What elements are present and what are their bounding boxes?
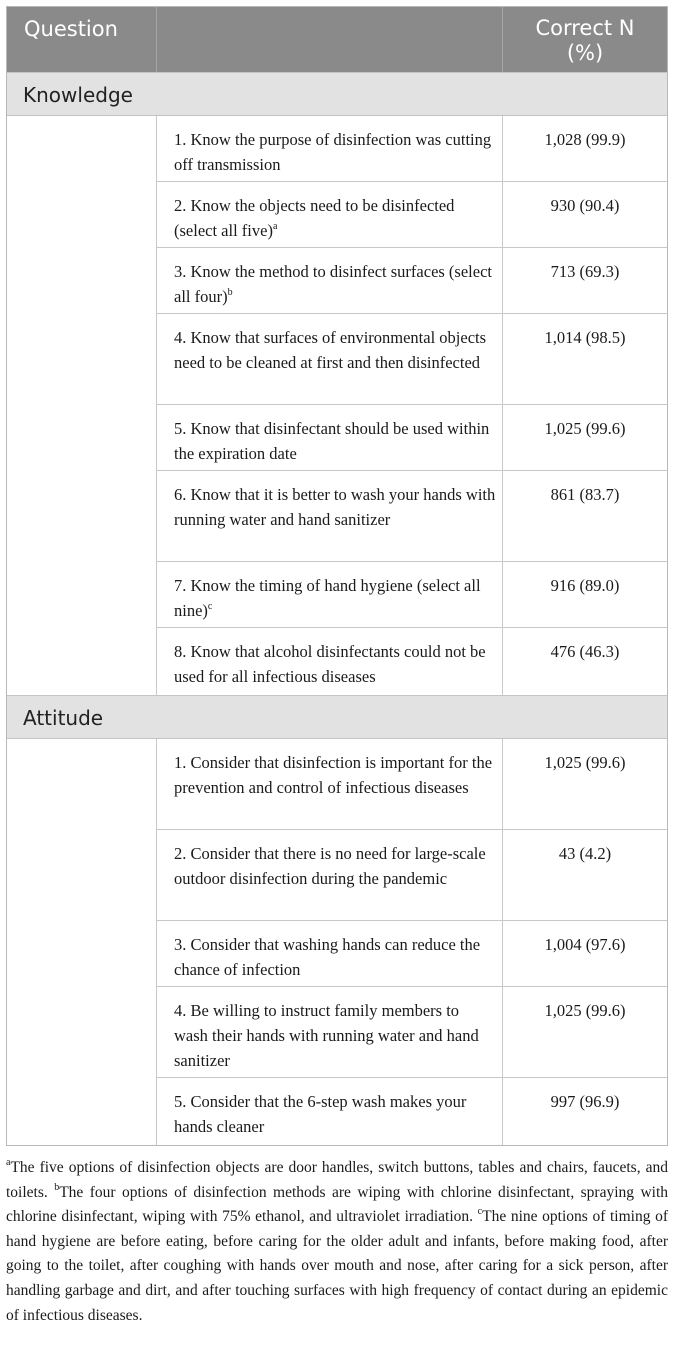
table-row	[157, 921, 667, 987]
table-footnotes	[6, 1156, 668, 1328]
item-text: 1. Consider that disinfection is important for the prevention and control of infectious diseases	[174, 753, 493, 797]
table-row	[157, 248, 667, 314]
item-text-cell	[157, 739, 503, 829]
footnote-mark: a	[6, 1157, 11, 1168]
empty-question-cell	[7, 116, 157, 695]
correct-value: 43 (4.2)	[558, 844, 612, 863]
section-group	[7, 739, 667, 1145]
table-row	[157, 314, 667, 405]
footnote-marker: c	[207, 601, 213, 612]
footnote-text: The nine options of timing of hand hygiene are before eating, before caring for the older adult and infants, before making food, after going to the toilet, after coughing with hands over mouth and nose, after caring for a sick person, after handling garbage and dirt, and after touching surfaces with high frequency of contact during an epidemic of infectious diseases.	[6, 1208, 668, 1324]
table-row	[157, 628, 667, 695]
question-column-header: Question	[7, 7, 157, 72]
item-text: 5. Know that disinfectant should be used within the expiration date	[174, 419, 490, 463]
table-row	[157, 830, 667, 921]
table-row	[157, 116, 667, 182]
table-row	[157, 562, 667, 628]
table-row	[157, 182, 667, 248]
footnote-mark: c	[477, 1206, 483, 1218]
correct-value: 1,028 (99.9)	[544, 130, 626, 149]
item-text-cell	[157, 562, 503, 627]
table-row	[157, 987, 667, 1078]
item-text: 1. Know the purpose of disinfection was cutting off transmission	[174, 130, 492, 174]
correct-value: 1,025 (99.6)	[544, 1001, 626, 1020]
item-text-cell	[157, 405, 503, 470]
footnote-text: The four options of disinfection methods are wiping with chlorine disinfectant, spraying with chlorine disinfectant, wiping with 75% ethanol, and ultraviolet irradiation.	[6, 1183, 668, 1226]
item-text-cell	[157, 116, 503, 181]
correct-value: 713 (69.3)	[550, 262, 620, 281]
correct-value: 476 (46.3)	[550, 642, 620, 661]
item-text: 2. Know the objects need to be disinfected (select all five)	[174, 196, 455, 240]
empty-header-cell	[157, 7, 503, 72]
item-text: 6. Know that it is better to wash your hands with running water and hand sanitizer	[174, 485, 496, 529]
item-text-cell	[157, 1078, 503, 1145]
item-text-cell	[157, 471, 503, 561]
table-header	[7, 7, 667, 72]
item-text-cell	[157, 248, 503, 313]
footnote-marker: a	[272, 221, 278, 232]
item-text: 5. Consider that the 6-step wash makes your hands cleaner	[174, 1092, 467, 1136]
item-text: 2. Consider that there is no need for large-scale outdoor disinfection during the pandemic	[174, 844, 486, 888]
correct-value: 930 (90.4)	[550, 196, 620, 215]
item-text: 3. Know the method to disinfect surfaces (select all four)	[174, 262, 492, 306]
item-text: 4. Know that surfaces of environmental objects need to be cleaned at first and then disinfected	[174, 328, 487, 372]
correct-value: 1,025 (99.6)	[544, 753, 626, 772]
survey-table	[6, 6, 668, 1146]
item-text: 4. Be willing to instruct family members to wash their hands with running water and hand sanitizer	[174, 1001, 479, 1070]
section-header-knowledge: Knowledge	[7, 72, 667, 116]
correct-value: 997 (96.9)	[550, 1092, 620, 1111]
correct-value: 916 (89.0)	[550, 576, 620, 595]
correct-header-line2: (%)	[566, 41, 604, 65]
item-text-cell	[157, 628, 503, 695]
correct-value: 1,004 (97.6)	[544, 935, 626, 954]
table-row	[157, 739, 667, 830]
empty-question-cell	[7, 739, 157, 1145]
item-text: 7. Know the timing of hand hygiene (select all nine)	[174, 576, 481, 620]
footnote-marker: b	[227, 287, 233, 298]
correct-header-line1: Correct N	[535, 16, 635, 40]
section-header-attitude: Attitude	[7, 695, 667, 739]
item-text: 8. Know that alcohol disinfectants could not be used for all infectious diseases	[174, 642, 486, 686]
table-row	[157, 405, 667, 471]
footnote-text: The five options of disinfection objects are door handles, switch buttons, tables and chairs, faucets, and toilets.	[6, 1159, 668, 1201]
correct-value: 861 (83.7)	[550, 485, 620, 504]
footnote-mark: b	[54, 1181, 60, 1193]
item-text-cell	[157, 987, 503, 1077]
correct-value: 1,014 (98.5)	[544, 328, 626, 347]
item-text-cell	[157, 921, 503, 986]
table-row	[157, 1078, 667, 1145]
table-row	[157, 471, 667, 562]
correct-value: 1,025 (99.6)	[544, 419, 626, 438]
correct-column-header	[503, 7, 667, 72]
item-text: 3. Consider that washing hands can reduce the chance of infection	[174, 935, 481, 979]
item-text-cell	[157, 182, 503, 247]
item-text-cell	[157, 830, 503, 920]
section-group	[7, 116, 667, 695]
table-body	[7, 72, 667, 1145]
item-text-cell	[157, 314, 503, 404]
